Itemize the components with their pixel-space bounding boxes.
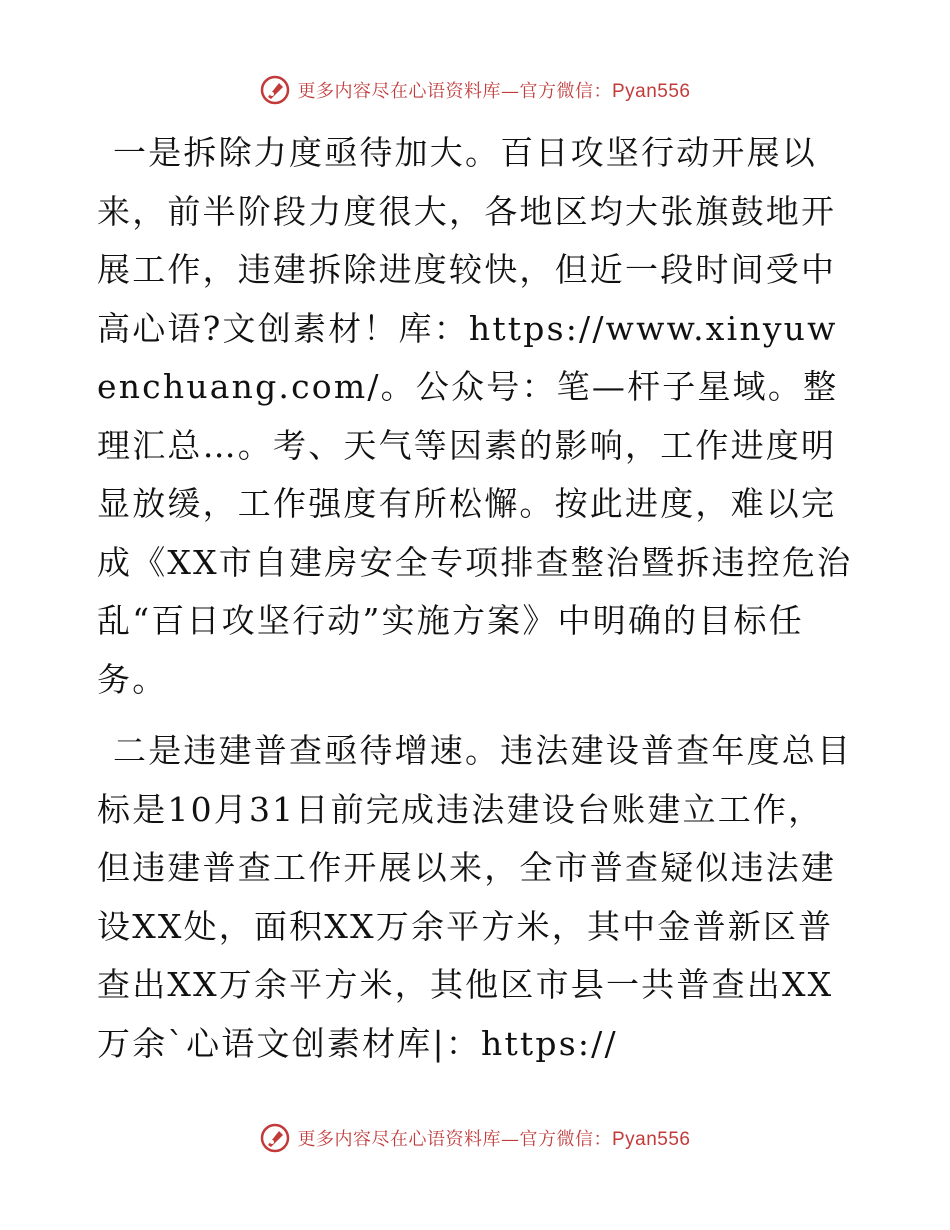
header-watermark-banner — [0, 70, 950, 110]
banner-text-en: Pyan556 — [611, 81, 691, 102]
pen-nib-logo-icon — [259, 1122, 291, 1154]
document-body — [97, 124, 857, 1073]
banner-text-en: Pyan556 — [611, 1129, 691, 1150]
footer-watermark-banner — [0, 1118, 950, 1158]
paragraph-survey: 二是违建普查亟待增速。违法建设普查年度总目标是10月31日前完成违法建设台账建立工作，但违建普查工作开展以来，全市普查疑似违法建设XX处，面积XX万余平方米，其中金普新区普查出XX万余平方米，其他区市县一共普查出XX万余`心语文创素材库|：https:// — [97, 731, 853, 1063]
banner-text — [297, 77, 690, 103]
banner-text — [297, 1125, 690, 1151]
pen-nib-logo-icon — [259, 74, 291, 106]
banner-text-cn: 更多内容尽在心语资料库—官方微信： — [297, 1129, 612, 1150]
banner-text-cn: 更多内容尽在心语资料库—官方微信： — [297, 81, 612, 102]
paragraph-demolition: 一是拆除力度亟待加大。百日攻坚行动开展以来，前半阶段力度很大，各地区均大张旗鼓地开展工作，违建拆除进度较快，但近一段时间受中高心语?文创素材！库：https://www.xinyuwenchuang.com/。公众号：笔—杆子星域。整理汇总…。考、天气等因素的影响，工作进度明显放缓，工作强度有所松懈。按此进度，难以完成《XX市自建房安全专项排查整治暨拆违控危治乱“百日攻坚行动”实施方案》中明确的目标任务。 — [97, 133, 853, 699]
